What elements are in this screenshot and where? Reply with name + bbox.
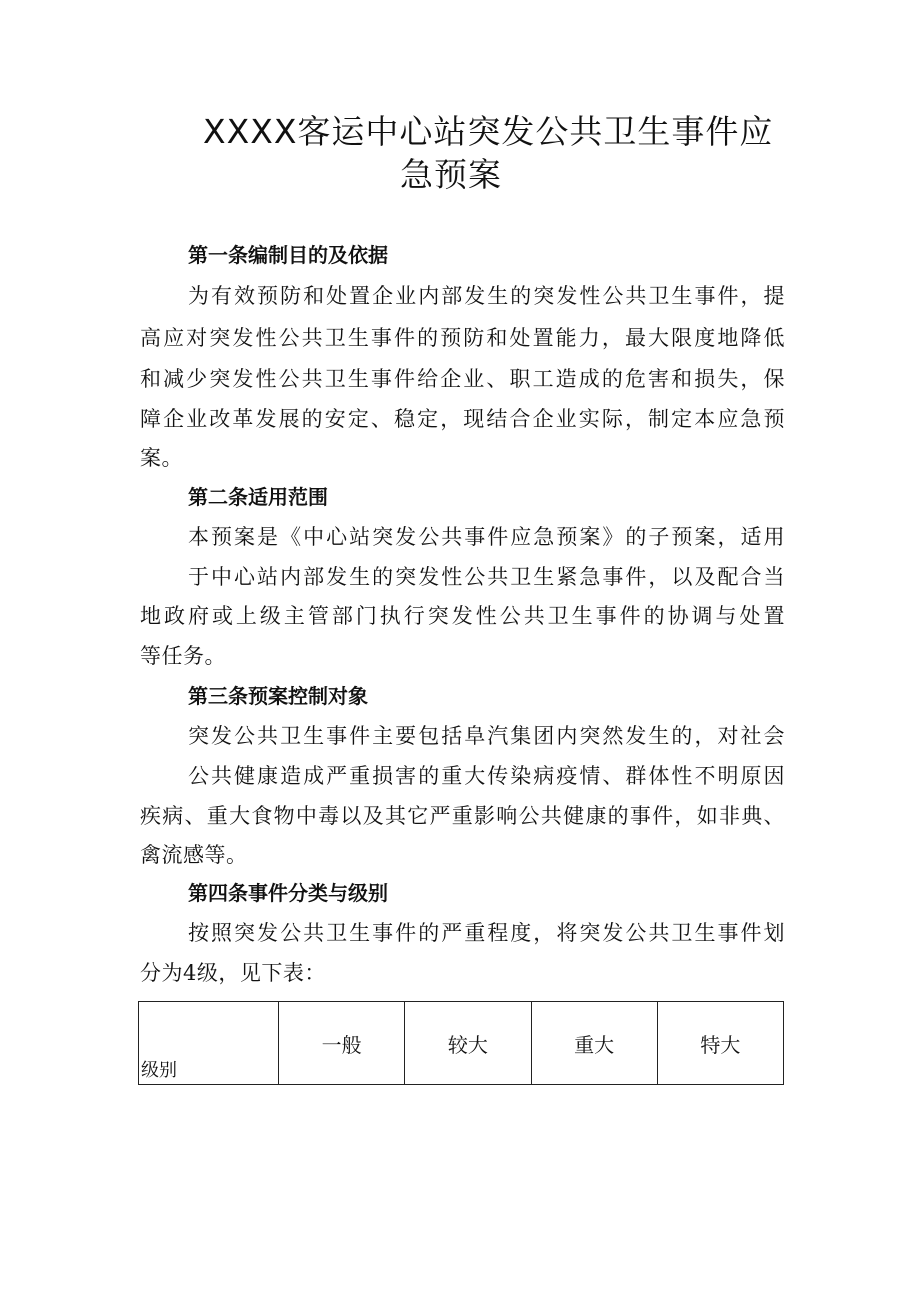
section-1-line-5: 案。 (140, 446, 183, 470)
section-1-line-4: 障企业改革发展的安定、稳定，现结合企业实际，制定本应急预 (140, 407, 785, 431)
section-1-heading: 第一条编制目的及依据 (188, 243, 388, 267)
section-4-line-2: 分为4级，见下表： (140, 961, 326, 985)
section-2-line-3: 地政府或上级主管部门执行突发性公共卫生事件的协调与处置 (140, 604, 785, 628)
section-2-line-2: 于中心站内部发生的突发性公共卫生紧急事件，以及配合当 (188, 565, 785, 589)
table-row (139, 1002, 784, 1085)
section-1-line-1: 为有效预防和处置企业内部发生的突发性公共卫生事件，提 (188, 284, 785, 308)
section-2-line-1: 本预案是《中心站突发公共事件应急预案》的子预案，适用 (188, 525, 785, 549)
table-cell-level-major (531, 1002, 657, 1085)
section-3-line-4: 禽流感等。 (140, 843, 248, 867)
section-2-heading: 第二条适用范围 (188, 485, 328, 509)
table-cell-label: 一般 (321, 1032, 362, 1057)
table-cell-level-larger (405, 1002, 531, 1085)
section-1-line-2: 高应对突发性公共卫生事件的预防和处置能力，最大限度地降低 (140, 326, 785, 350)
section-3-line-2: 公共健康造成严重损害的重大传染病疫情、群体性不明原因 (188, 764, 785, 788)
table-cell-label: 特大 (700, 1032, 741, 1057)
table-cell-level-general (279, 1002, 405, 1085)
section-1-line-3: 和减少突发性公共卫生事件给企业、职工造成的危害和损失，保 (140, 367, 785, 391)
document-title-line-1: XXXX客运中心站突发公共卫生事件应 (203, 112, 774, 151)
event-level-table (138, 1001, 784, 1085)
section-3-line-1: 突发公共卫生事件主要包括阜汽集团内突然发生的，对社会 (188, 724, 785, 748)
section-3-line-3: 疾病、重大食物中毒以及其它严重影响公共健康的事件，如非典、 (140, 804, 785, 828)
table-cell-label: 较大 (447, 1032, 488, 1057)
section-2-line-4: 等任务。 (140, 644, 226, 668)
section-3-heading: 第三条预案控制对象 (188, 684, 368, 708)
section-4-heading: 第四条事件分类与级别 (188, 881, 388, 905)
table-row-header: 级别 (139, 1002, 279, 1085)
table-cell-level-extreme (657, 1002, 783, 1085)
document-title-line-2: 急预案 (400, 155, 502, 194)
table-cell-label: 重大 (574, 1032, 615, 1057)
section-4-line-1: 按照突发公共卫生事件的严重程度，将突发公共卫生事件划 (188, 921, 785, 945)
